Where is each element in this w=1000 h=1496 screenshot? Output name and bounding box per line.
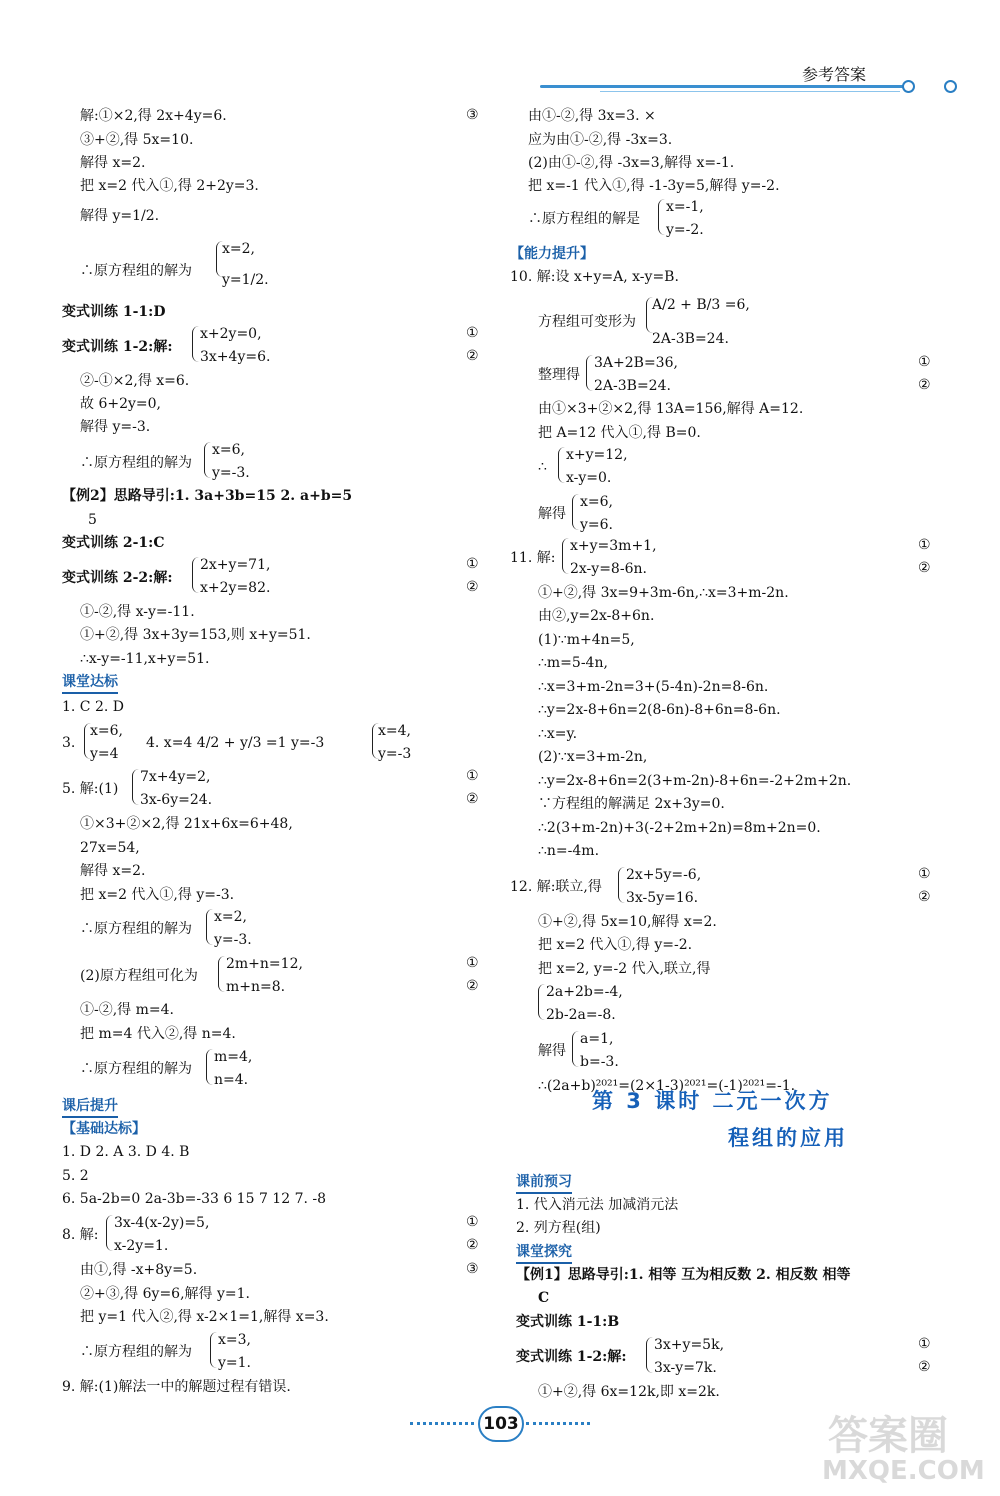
left-line: y=-3.: [214, 932, 252, 948]
watermark-url: MXQE.COM: [822, 1456, 985, 1486]
left-line: 3x-6y=24.: [140, 792, 213, 808]
right-line: 方程组可变形为: [538, 314, 636, 330]
left-line: 27x=54,: [80, 840, 140, 856]
right-equation-marker: ②: [918, 1359, 931, 1375]
left-line: x=3,: [218, 1332, 251, 1348]
right-line: 2x+5y=-6,: [626, 867, 702, 883]
left-line: 【基础达标】: [62, 1121, 146, 1137]
right-line: ∴: [538, 459, 547, 475]
page-number-dots-right: [526, 1422, 590, 1425]
right-line: ∴n=-4m.: [538, 843, 600, 859]
right-line: ①+②,得 6x=12k,即 x=2k.: [538, 1384, 720, 1400]
left-line: x-2y=1.: [114, 1238, 169, 1254]
lesson-title-line2: 程组的应用: [728, 1126, 848, 1150]
system-brace: [586, 355, 593, 391]
right-line: 把 A=12 代入①,得 B=0.: [538, 425, 701, 441]
right-line: a=1,: [580, 1031, 614, 1047]
right-line: y=6.: [580, 517, 613, 533]
left-line: 4. x=4 4/2 + y/3 =1 y=-3: [146, 735, 325, 751]
left-line: y=-3: [378, 746, 412, 762]
left-line: 把 x=2 代入①,得 y=-3.: [80, 887, 235, 903]
right-line: ∴x=y.: [538, 726, 578, 742]
right-line: 由①-②,得 3x=3. ×: [528, 108, 656, 124]
left-line: n=4.: [214, 1072, 249, 1088]
right-section-heading: 课前预习: [516, 1173, 572, 1194]
right-line: 把 x=-1 代入①,得 -1-3y=5,解得 y=-2.: [528, 178, 780, 194]
system-brace: [558, 447, 565, 483]
left-equation-marker: ②: [466, 579, 479, 595]
left-line: y=1/2.: [222, 272, 269, 288]
left-line: 6. 5a-2b=0 2a-3b=-33 6 15 7 12 7. -8: [62, 1191, 327, 1207]
left-line: x=6,: [212, 442, 245, 458]
left-line: 1. C 2. D: [62, 699, 125, 715]
header-rule-thin: [600, 91, 900, 92]
right-line: x-y=0.: [566, 470, 612, 486]
system-brace: [206, 1049, 213, 1085]
right-line: 把 x=2, y=-2 代入,联立,得: [538, 961, 711, 977]
left-line: (2)原方程组可化为: [80, 968, 198, 984]
right-line: ①+②,得 5x=10,解得 x=2.: [538, 914, 717, 930]
system-brace: [192, 326, 199, 362]
left-equation-marker: ①: [466, 955, 479, 971]
left-line: x=2,: [222, 241, 255, 257]
left-line: m+n=8.: [226, 979, 286, 995]
left-equation-marker: ①: [466, 556, 479, 572]
right-line: 解得: [538, 506, 566, 522]
left-line: 7x+4y=2,: [140, 769, 211, 785]
right-line: ∴y=2x-8+6n=2(3+m-2n)-8+6n=-2+2m+2n.: [538, 773, 852, 789]
right-line: 2A-3B=24.: [652, 331, 729, 347]
left-line: x+2y=0,: [200, 326, 262, 342]
right-equation-marker: ①: [918, 866, 931, 882]
left-line: 解得 x=2.: [80, 155, 146, 171]
left-line: ①×3+②×2,得 21x+6x=6+48,: [80, 816, 293, 832]
left-line: x=6,: [90, 723, 123, 739]
right-line: 2b-2a=-8.: [546, 1007, 616, 1023]
left-line: 变式训练 1-1:D: [62, 304, 166, 320]
left-line: ∴原方程组的解为: [80, 1061, 192, 1077]
left-section-heading: 课后提升: [62, 1097, 118, 1118]
right-line: ∴(2a+b)²⁰²¹=(2×1-3)²⁰²¹=(-1)²⁰²¹=-1.: [538, 1078, 796, 1094]
left-line: 变式训练 2-1:C: [62, 535, 165, 551]
left-line: y=-3.: [212, 465, 250, 481]
left-line: ∴原方程组的解为: [80, 921, 192, 937]
right-line: ∴原方程组的解是: [528, 211, 640, 227]
right-line: A/2 + B/3 =6,: [652, 297, 750, 313]
right-line: 3x-y=7k.: [654, 1360, 717, 1376]
right-line: y=-2.: [666, 222, 704, 238]
header-dot-1: [902, 80, 915, 93]
right-line: 12. 解:联立,得: [510, 879, 602, 895]
system-brace: [210, 1332, 217, 1368]
system-brace: [658, 199, 665, 235]
left-line: x=4,: [378, 723, 411, 739]
left-line: 解得 y=-3.: [80, 419, 151, 435]
left-line: 2x+y=71,: [200, 557, 271, 573]
system-brace: [562, 538, 569, 574]
system-brace: [646, 297, 653, 333]
left-line: 3x+4y=6.: [200, 349, 271, 365]
system-brace: [106, 1215, 113, 1251]
right-line: 3x-5y=16.: [626, 890, 699, 906]
page-number-badge: [410, 1402, 590, 1442]
system-brace: [572, 1031, 579, 1067]
right-section-heading: 课堂探究: [516, 1243, 572, 1264]
left-line: 5: [88, 512, 97, 528]
right-line: 解得: [538, 1043, 566, 1059]
right-line: C: [538, 1290, 550, 1306]
left-line: ②+③,得 6y=6,解得 y=1.: [80, 1286, 250, 1302]
right-line: 应为由①-②,得 -3x=3.: [528, 132, 673, 148]
left-line: ∴原方程组的解为: [80, 1344, 192, 1360]
left-equation-marker: ①: [466, 325, 479, 341]
left-line: 解:①×2,得 2x+4y=6.: [80, 108, 227, 124]
right-line: x+y=3m+1,: [570, 538, 657, 554]
left-line: 把 m=4 代入②,得 n=4.: [80, 1026, 236, 1042]
left-line: 5. 2: [62, 1168, 89, 1184]
left-line: 9. 解:(1)解法一中的解题过程有错误.: [62, 1379, 291, 1395]
system-brace: [646, 1337, 653, 1373]
page-number-dots-left: [410, 1422, 474, 1425]
right-line: b=-3.: [580, 1054, 619, 1070]
header-rule: [540, 85, 910, 88]
watermark-logo: 答案圈: [828, 1413, 948, 1459]
right-line: 把 x=2 代入①,得 y=-2.: [538, 937, 693, 953]
left-line: y=1.: [218, 1355, 251, 1371]
left-equation-marker: ③: [466, 107, 479, 123]
right-line: (2)由①-②,得 -3x=3,解得 x=-1.: [528, 155, 735, 171]
left-line: 变式训练 1-2:解:: [62, 339, 173, 355]
right-line: 变式训练 1-2:解:: [516, 1349, 627, 1365]
right-line: 2a+2b=-4,: [546, 984, 623, 1000]
left-line: ②-①×2,得 x=6.: [80, 373, 190, 389]
left-line: ∴原方程组的解为: [80, 455, 192, 471]
left-line: 解得 x=2.: [80, 863, 146, 879]
left-line: x=2,: [214, 909, 247, 925]
right-line: 3x+y=5k,: [654, 1337, 725, 1353]
system-brace: [538, 984, 545, 1020]
system-brace: [618, 867, 625, 903]
left-line: y=4: [90, 746, 119, 762]
right-line: x+y=12,: [566, 447, 628, 463]
right-line: ∴x=3+m-2n=3+(5-4n)-2n=8-6n.: [538, 679, 769, 695]
left-line: ③+②,得 5x=10.: [80, 132, 194, 148]
right-equation-marker: ①: [918, 1336, 931, 1352]
left-line: 变式训练 2-2:解:: [62, 570, 173, 586]
left-line: ①-②,得 x-y=-11.: [80, 604, 195, 620]
right-line: 变式训练 1-1:B: [516, 1314, 620, 1330]
right-line: 2. 列方程(组): [516, 1220, 601, 1236]
system-brace: [84, 723, 91, 759]
lesson-title-line1: 第 3 课时 二元一次方: [592, 1089, 833, 1113]
header-dot-2: [944, 80, 957, 93]
system-brace: [572, 494, 579, 530]
right-line: 11. 解:: [510, 550, 556, 566]
right-equation-marker: ①: [918, 537, 931, 553]
left-line: 故 6+2y=0,: [80, 396, 161, 412]
left-line: ∴x-y=-11,x+y=51.: [80, 651, 210, 667]
right-line: 由①×3+②×2,得 13A=156,解得 A=12.: [538, 401, 804, 417]
right-line: 2A-3B=24.: [594, 378, 671, 394]
system-brace: [218, 956, 225, 992]
system-brace: [192, 557, 199, 593]
right-line: x=6,: [580, 494, 613, 510]
right-line: 【能力提升】: [510, 246, 594, 262]
left-line: m=4,: [214, 1049, 253, 1065]
right-line: 2x-y=8-6n.: [570, 561, 647, 577]
right-line: (2)∵x=3+m-2n,: [538, 749, 648, 765]
right-line: 3A+2B=36,: [594, 355, 678, 371]
right-equation-marker: ②: [918, 560, 931, 576]
right-equation-marker: ①: [918, 354, 931, 370]
left-line: 3x-4(x-2y)=5,: [114, 1215, 210, 1231]
right-line: 10. 解:设 x+y=A, x-y=B.: [510, 269, 679, 285]
right-line: ∵方程组的解满足 2x+3y=0.: [538, 796, 725, 812]
left-equation-marker: ②: [466, 1237, 479, 1253]
left-line: 把 x=2 代入①,得 2+2y=3.: [80, 178, 259, 194]
left-line: 8. 解:: [62, 1227, 99, 1243]
left-line: 2m+n=12,: [226, 956, 303, 972]
right-line: 1. 代入消元法 加减消元法: [516, 1197, 679, 1213]
system-brace: [132, 769, 139, 805]
left-line: ①+②,得 3x+3y=153,则 x+y=51.: [80, 627, 311, 643]
left-line: 3.: [62, 735, 76, 751]
system-brace: [372, 723, 379, 759]
left-section-heading: 课堂达标: [62, 673, 118, 694]
right-line: 由②,y=2x-8+6n.: [538, 608, 655, 624]
right-line: x=-1,: [666, 199, 704, 215]
left-equation-marker: ①: [466, 768, 479, 784]
system-brace: [204, 442, 211, 478]
right-equation-marker: ②: [918, 889, 931, 905]
left-line: 5. 解:(1): [62, 781, 119, 797]
right-line: ∴y=2x-8+6n=2(8-6n)-8+6n=8-6n.: [538, 702, 781, 718]
left-equation-marker: ①: [466, 1214, 479, 1230]
page-number: 103: [478, 1406, 524, 1442]
right-line: (1)∵m+4n=5,: [538, 632, 635, 648]
left-equation-marker: ③: [466, 1261, 479, 1277]
header-title: 参考答案: [802, 65, 867, 84]
left-line: ①-②,得 m=4.: [80, 1002, 174, 1018]
right-line: 整理得: [538, 367, 580, 383]
right-line: 【例1】思路导引:1. 相等 互为相反数 2. 相反数 相等: [516, 1267, 851, 1283]
right-line: ∴m=5-4n,: [538, 655, 608, 671]
right-line: ①+②,得 3x=9+3m-6n,∴x=3+m-2n.: [538, 585, 789, 601]
left-line: 解得 y=1/2.: [80, 208, 160, 224]
left-line: 把 y=1 代入②,得 x-2×1=1,解得 x=3.: [80, 1309, 329, 1325]
system-brace: [216, 241, 223, 277]
left-line: 1. D 2. A 3. D 4. B: [62, 1144, 190, 1160]
left-line: 【例2】思路导引:1. 3a+3b=15 2. a+b=5: [62, 488, 353, 504]
left-equation-marker: ②: [466, 348, 479, 364]
left-equation-marker: ②: [466, 978, 479, 994]
right-line: ∴2(3+m-2n)+3(-2+2m+2n)=8m+2n=0.: [538, 820, 821, 836]
left-equation-marker: ②: [466, 791, 479, 807]
right-equation-marker: ②: [918, 377, 931, 393]
left-line: ∴原方程组的解为: [80, 263, 192, 279]
left-line: x+2y=82.: [200, 580, 271, 596]
left-line: 由①,得 -x+8y=5.: [80, 1262, 198, 1278]
system-brace: [206, 909, 213, 945]
